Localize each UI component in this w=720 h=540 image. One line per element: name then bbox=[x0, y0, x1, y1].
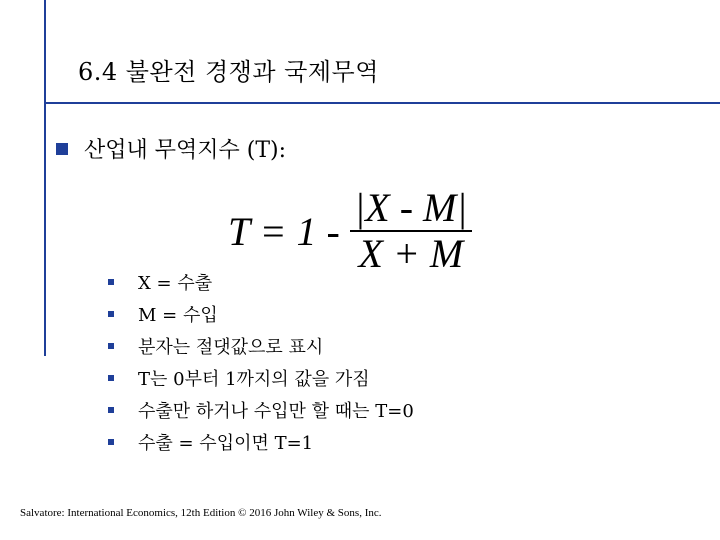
list-item-text: X = 수출 bbox=[138, 273, 213, 294]
formula-denominator: X + M bbox=[358, 231, 464, 276]
footer-citation: Salvatore: International Economics, 12th Edition © 2016 John Wiley & Sons, Inc. bbox=[20, 507, 382, 519]
list-item bbox=[108, 298, 414, 330]
slide-title: 6.4 불완전 경쟁과 국제무역 bbox=[78, 58, 379, 86]
title-underline bbox=[44, 102, 720, 104]
small-square-bullet-icon bbox=[108, 439, 114, 445]
list-item-text: M = 수입 bbox=[138, 305, 218, 326]
definition-list bbox=[108, 266, 414, 458]
formula-lhs: T = 1 - bbox=[228, 208, 340, 254]
square-bullet-icon bbox=[56, 143, 68, 155]
list-item bbox=[108, 394, 414, 426]
small-square-bullet-icon bbox=[108, 343, 114, 349]
formula-fraction bbox=[350, 185, 472, 276]
list-item-text: 수출만 하거나 수입만 할 때는 T=0 bbox=[138, 401, 414, 422]
small-square-bullet-icon bbox=[108, 375, 114, 381]
list-item bbox=[108, 266, 414, 298]
index-formula bbox=[228, 185, 472, 276]
list-item-text: 분자는 절댓값으로 표시 bbox=[138, 337, 324, 358]
list-item bbox=[108, 362, 414, 394]
list-item bbox=[108, 426, 414, 458]
accent-vertical-bar bbox=[44, 0, 46, 356]
list-item bbox=[108, 330, 414, 362]
list-item-text: T는 0부터 1까지의 값을 가짐 bbox=[138, 369, 370, 390]
small-square-bullet-icon bbox=[108, 279, 114, 285]
small-square-bullet-icon bbox=[108, 407, 114, 413]
formula-numerator: |X - M| bbox=[354, 185, 468, 230]
section-heading bbox=[56, 133, 286, 164]
section-heading-text: 산업내 무역지수 (T): bbox=[84, 138, 287, 163]
small-square-bullet-icon bbox=[108, 311, 114, 317]
list-item-text: 수출 = 수입이면 T=1 bbox=[138, 433, 314, 454]
